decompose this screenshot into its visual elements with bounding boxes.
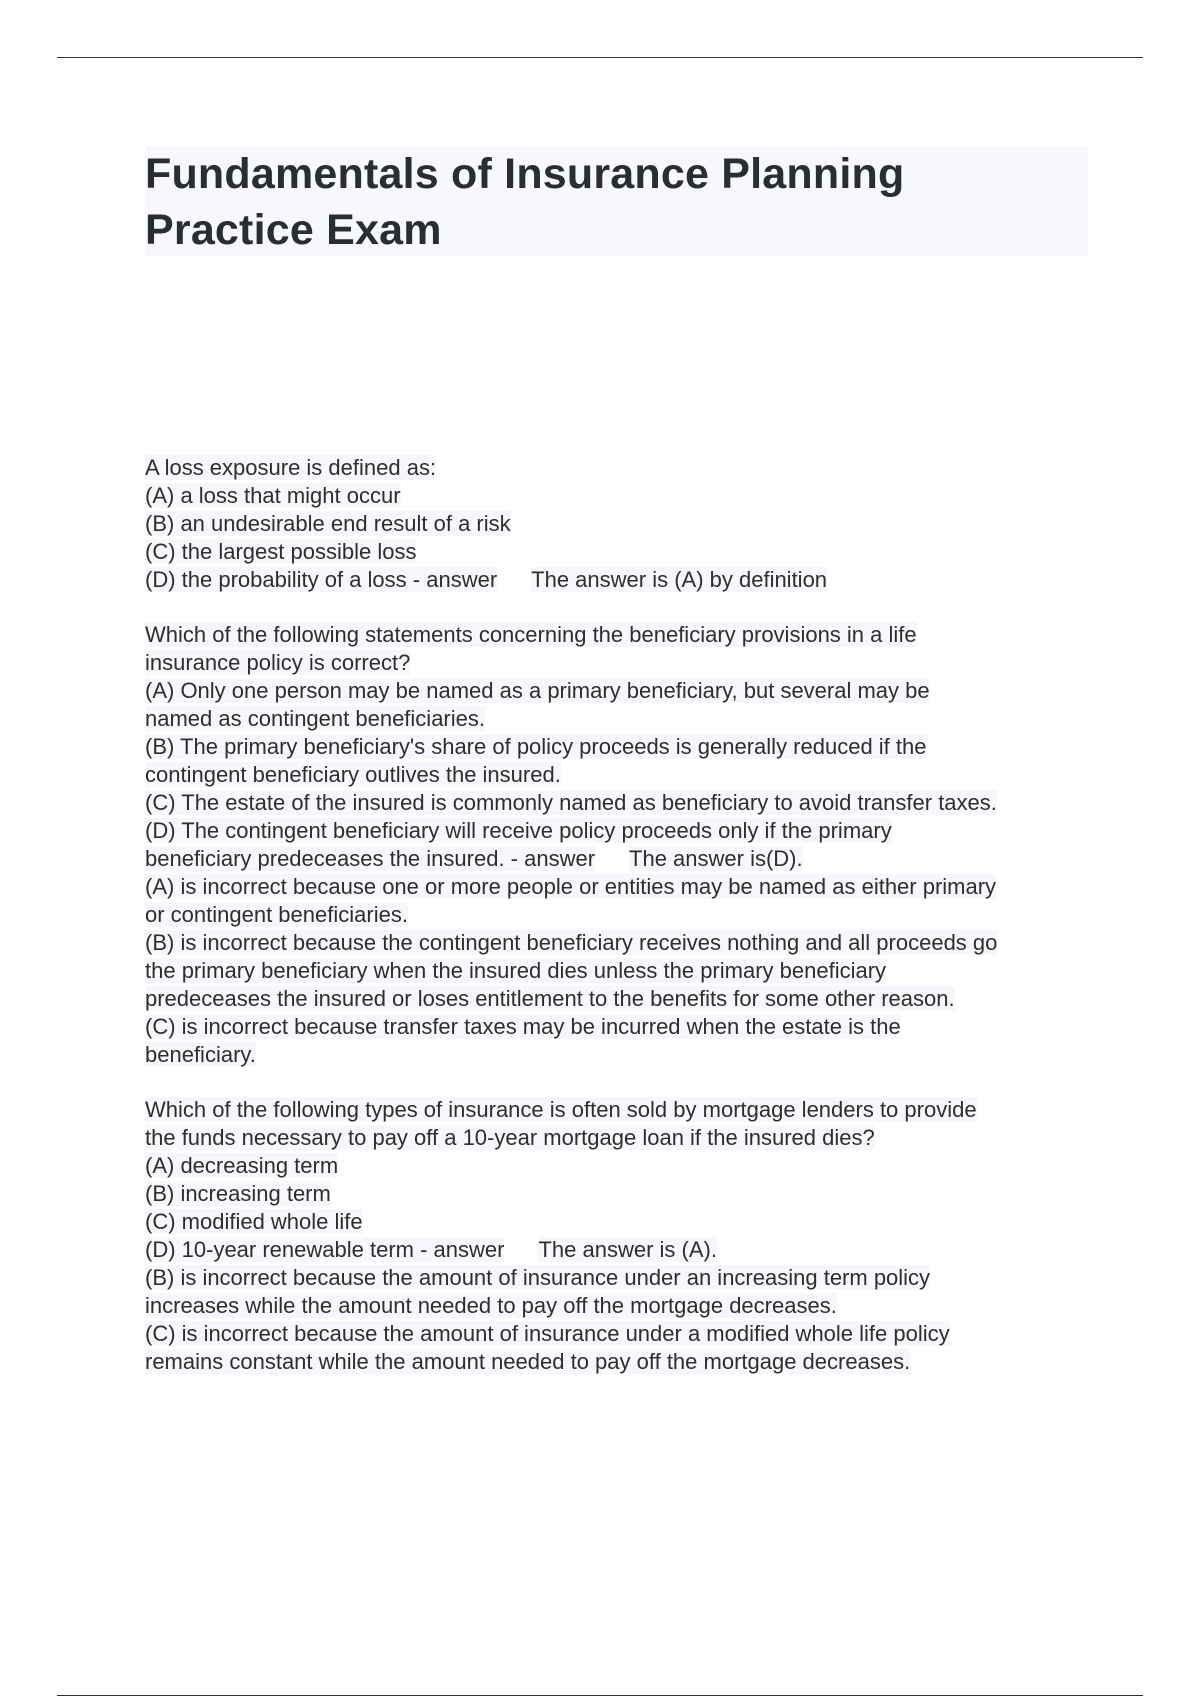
answer-prefix: (D) the probability of a loss - answer — [145, 567, 498, 592]
question-option: contingent beneficiary outlives the insured. — [145, 762, 561, 787]
question-line: A loss exposure is defined as: — [145, 455, 437, 480]
question-1 — [145, 454, 1090, 594]
question-option: (B) The primary beneficiary's share of policy proceeds is generally reduced if the — [145, 734, 927, 759]
answer-text: The answer is (A) by definition — [531, 567, 828, 592]
questions-content — [145, 454, 1090, 1403]
explanation-line: predeceases the insured or loses entitlement to the benefits for some other reason. — [145, 986, 955, 1011]
question-option: (B) increasing term — [145, 1181, 331, 1206]
top-rule — [57, 57, 1143, 58]
question-option: (A) a loss that might occur — [145, 483, 401, 508]
question-option: named as contingent beneficiaries. — [145, 706, 485, 731]
document-title — [145, 146, 1088, 258]
explanation-line: remains constant while the amount needed to pay off the mortgage decreases. — [145, 1349, 911, 1374]
question-option: (A) decreasing term — [145, 1153, 339, 1178]
question-2 — [145, 621, 1090, 1069]
question-line: Which of the following statements concerning the beneficiary provisions in a life — [145, 622, 917, 647]
explanation-line: (C) is incorrect because the amount of insurance under a modified whole life policy — [145, 1321, 950, 1346]
title-line-2: Practice Exam — [145, 206, 442, 254]
question-option: (C) the largest possible loss — [145, 539, 417, 564]
question-line: Which of the following types of insurance is often sold by mortgage lenders to provide — [145, 1097, 977, 1122]
explanation-line: or contingent beneficiaries. — [145, 902, 408, 927]
answer-text: The answer is(D). — [629, 846, 803, 871]
question-line: insurance policy is correct? — [145, 650, 411, 675]
answer-line — [145, 566, 1090, 594]
answer-prefix: beneficiary predeceases the insured. - answer — [145, 846, 596, 871]
explanation-line: (C) is incorrect because transfer taxes may be incurred when the estate is the — [145, 1014, 901, 1039]
explanation-line: (B) is incorrect because the contingent beneficiary receives nothing and all proceeds go — [145, 930, 998, 955]
explanation-line: increases while the amount needed to pay off the mortgage decreases. — [145, 1293, 837, 1318]
explanation-line: beneficiary. — [145, 1042, 256, 1067]
question-option: (A) Only one person may be named as a primary beneficiary, but several may be — [145, 678, 930, 703]
question-option: (B) an undesirable end result of a risk — [145, 511, 511, 536]
explanation-line: (A) is incorrect because one or more people or entities may be named as either primary — [145, 874, 997, 899]
title-line-1: Fundamentals of Insurance Planning — [145, 150, 905, 198]
explanation-line: (B) is incorrect because the amount of insurance under an increasing term policy — [145, 1265, 931, 1290]
question-option: (C) The estate of the insured is commonly named as beneficiary to avoid transfer taxes. — [145, 790, 997, 815]
question-option: (D) The contingent beneficiary will receive policy proceeds only if the primary — [145, 818, 892, 843]
question-line: the funds necessary to pay off a 10-year mortgage loan if the insured dies? — [145, 1125, 875, 1150]
question-3 — [145, 1096, 1090, 1376]
question-option: (C) modified whole life — [145, 1209, 363, 1234]
title-block — [145, 146, 1088, 256]
answer-line — [145, 845, 1090, 873]
answer-line — [145, 1236, 1090, 1264]
answer-prefix: (D) 10-year renewable term - answer — [145, 1237, 505, 1262]
bottom-rule — [57, 1695, 1143, 1696]
explanation-line: the primary beneficiary when the insured dies unless the primary beneficiary — [145, 958, 887, 983]
answer-text: The answer is (A). — [538, 1237, 717, 1262]
